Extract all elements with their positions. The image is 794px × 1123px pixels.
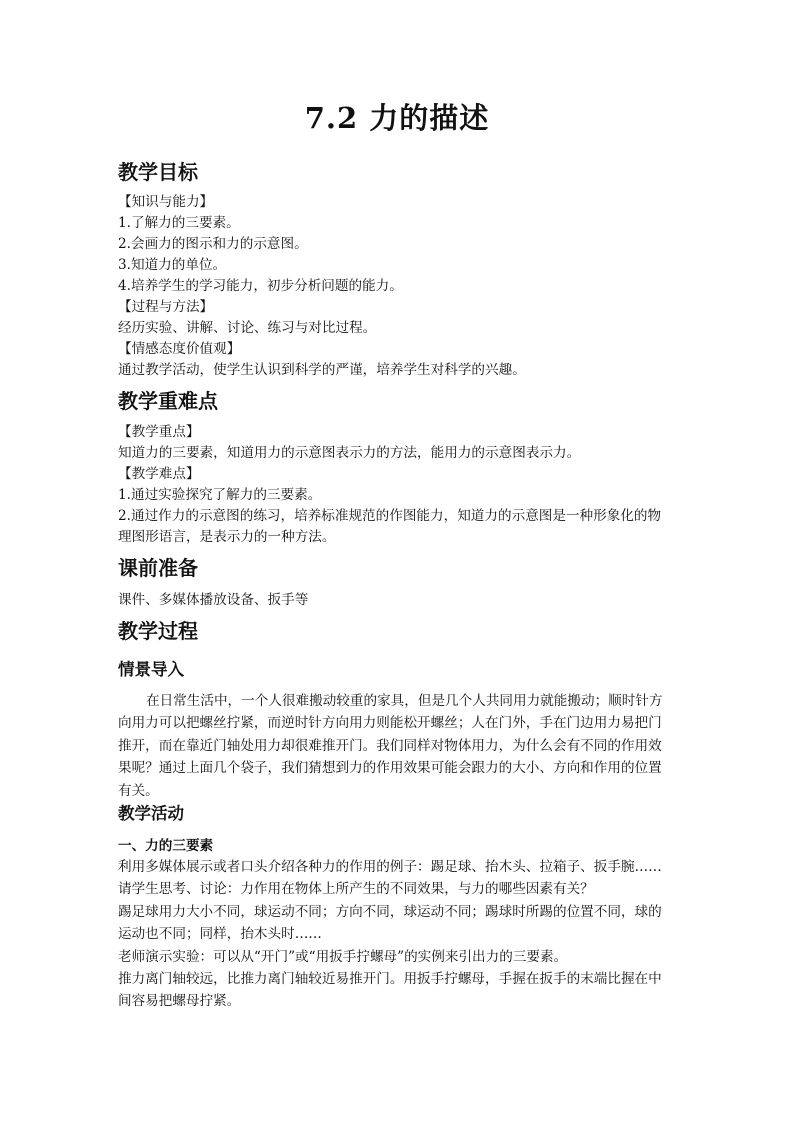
- section1-line: 踢足球用力大小不同，球运动不同；方向不同，球运动不同；踢球时所踢的位置不同，球的: [118, 903, 662, 920]
- knowledge-item: 2.会画力的图示和力的示意图。: [118, 236, 308, 252]
- intro-heading: 情景导入: [118, 660, 184, 679]
- section1-line: 利用多媒体展示或者口头介绍各种力的作用的例子：踢足球、抬木头、拉箱子、扳手腕……: [118, 859, 662, 875]
- section1-heading: 一、力的三要素: [118, 838, 214, 854]
- intro-line: 在日常生活中，一个人很难搬动较重的家具，但是几个人共同用力就能搬动；顺时针方: [146, 693, 663, 709]
- section1-line: 推力离门轴较远，比推力离门轴较近易推开门。用扳手拧螺母，手握在扳手的末端比握在中: [118, 971, 662, 988]
- knowledge-item: 1.了解力的三要素。: [118, 215, 240, 231]
- emotion-label: 【情感态度价值观】: [118, 341, 241, 357]
- intro-line: 向用力可以把螺丝拧紧，而逆时针方向用力则能松开螺丝；人在门外，手在门边用力易把门: [118, 715, 662, 732]
- difficulty-item: 1.通过实验探究了解力的三要素。: [118, 487, 322, 503]
- section1-line: 运动也不同；同样，抬木头时……: [118, 926, 322, 943]
- goals-heading: 教学目标: [118, 160, 198, 184]
- section1-line: 老师演示实验：可以从“开门”或“用扳手拧螺母”的实例来引出力的三要素。: [118, 948, 568, 965]
- difficulty-item: 2.通过作力的示意图的练习，培养标准规范的作图能力，知道力的示意图是一种形象化的物: [118, 508, 662, 524]
- knowledge-label: 【知识与能力】: [118, 194, 214, 210]
- preparation-heading: 课前准备: [118, 556, 198, 580]
- emotion-text: 通过教学活动，使学生认识到科学的严谨，培养学生对科学的兴趣。: [118, 362, 526, 378]
- focus-label: 【教学重点】: [118, 424, 200, 440]
- intro-paragraph: [118, 690, 676, 802]
- process-method-label: 【过程与方法】: [118, 299, 214, 315]
- section1-paragraph: [118, 856, 676, 1013]
- key-points-heading: 教学重难点: [118, 389, 218, 413]
- process-method-text: 经历实验、讲解、讨论、练习与对比过程。: [118, 320, 377, 336]
- intro-line: 有关。: [118, 782, 159, 799]
- process-heading: 教学过程: [118, 619, 198, 643]
- activity-heading: 教学活动: [118, 804, 184, 823]
- intro-line: 果呢？通过上面几个袋子，我们猜想到力的作用效果可能会跟力的大小、方向和作用的位置: [118, 760, 662, 777]
- difficulty-label: 【教学难点】: [118, 466, 200, 482]
- knowledge-item: 3.知道力的单位。: [118, 257, 227, 273]
- preparation-text: 课件、多媒体播放设备、扳手等: [118, 592, 309, 608]
- section1-line: 请学生思考、讨论：力作用在物体上所产生的不同效果，与力的哪些因素有关？: [118, 881, 594, 898]
- document-title: 7.2 力的描述: [304, 101, 490, 135]
- knowledge-item: 4.培养学生的学习能力，初步分析问题的能力。: [118, 278, 403, 294]
- focus-text: 知道力的三要素，知道用力的示意图表示力的方法，能用力的示意图表示力。: [118, 445, 581, 461]
- intro-line: 推开，而在靠近门轴处用力却很难推开门。我们同样对物体用力，为什么会有不同的作用效: [118, 737, 662, 754]
- difficulty-item: 理图形语言，是表示力的一种方法。: [118, 529, 336, 545]
- section1-line: 间容易把螺母拧紧。: [118, 993, 241, 1010]
